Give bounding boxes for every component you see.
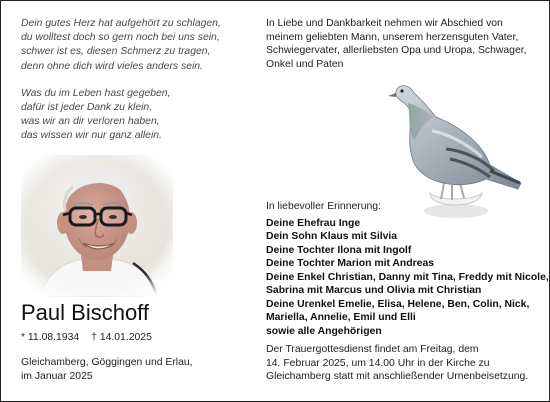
memorial-poem	[21, 17, 246, 157]
pigeon-figurine-image	[386, 71, 526, 221]
poem-line: schwer ist es, diesen Schmerz zu tragen,	[21, 46, 211, 58]
place-and-date	[21, 356, 193, 383]
poem-line: Was du im Leben hast gegeben,	[21, 87, 171, 99]
mourner-line: Deine Tochter Marion mit Andreas	[266, 258, 435, 269]
mourners-heading: In liebevoller Erinnerung:	[266, 201, 381, 212]
service-line: 14. Februar 2025, um 14.00 Uhr in der Kirche zu	[266, 357, 490, 369]
farewell-line: In Liebe und Dankbarkeit nehmen wir Abschied von	[266, 18, 503, 29]
service-line: Der Trauergottesdienst findet am Freitag, dem	[266, 344, 479, 355]
funeral-service-info	[266, 343, 528, 384]
farewell-text	[266, 17, 536, 71]
poem-line: das wissen wir nur ganz allein.	[21, 130, 162, 142]
mourner-line: sowie alle Angehörigen	[266, 325, 382, 337]
portrait-photo	[21, 155, 173, 297]
mourners-section	[266, 200, 549, 338]
death-date: † 14.01.2025	[91, 332, 152, 343]
life-dates	[21, 332, 164, 343]
poem-stanza-2	[21, 87, 246, 144]
place-line: Gleichamberg, Göggingen und Erlau,	[21, 357, 193, 368]
mourner-line: Deine Enkel Christian, Danny mit Tina, Freddy mit Nicole,	[266, 271, 549, 283]
mourner-line: Mariella, Annelie, Emil und Elli	[266, 312, 416, 323]
mourner-line: Deine Ehefrau Inge	[266, 217, 361, 229]
poem-stanza-1	[21, 17, 246, 74]
mourners-list	[266, 217, 549, 339]
farewell-line: Schwiegervater, allerliebsten Opa und Uropa, Schwager,	[266, 45, 527, 57]
poem-line: dafür ist jeder Dank zu klein,	[21, 102, 153, 114]
poem-line: was wir an dir verloren haben,	[21, 116, 160, 128]
poem-line: denn ohne dich wird vieles anders sein.	[21, 60, 203, 72]
date-line: im Januar 2025	[21, 370, 93, 382]
mourner-line: Sabrina mit Marcus und Olivia mit Christian	[266, 285, 482, 296]
farewell-line: meinem geliebten Mann, unserem herzensguten Vater,	[266, 31, 519, 43]
deceased-name: Paul Bischoff	[21, 300, 150, 325]
mourner-line: Deine Urenkel Emelie, Elisa, Helene, Ben, Colin, Nick,	[266, 298, 530, 310]
poem-line: Dein gutes Herz hat aufgehört zu schlagen,	[21, 18, 221, 29]
poem-line: du wolltest doch so gern noch bei uns sein,	[21, 32, 220, 44]
service-line: Gleichamberg statt mit anschließender Urnenbeisetzung.	[266, 371, 529, 383]
farewell-line: Onkel und Paten	[266, 58, 344, 70]
mourner-line: Deine Tochter Ilona mit Ingolf	[266, 244, 412, 256]
mourner-line: Dein Sohn Klaus mit Silvia	[266, 231, 398, 242]
birth-date: * 11.08.1934	[21, 332, 80, 343]
